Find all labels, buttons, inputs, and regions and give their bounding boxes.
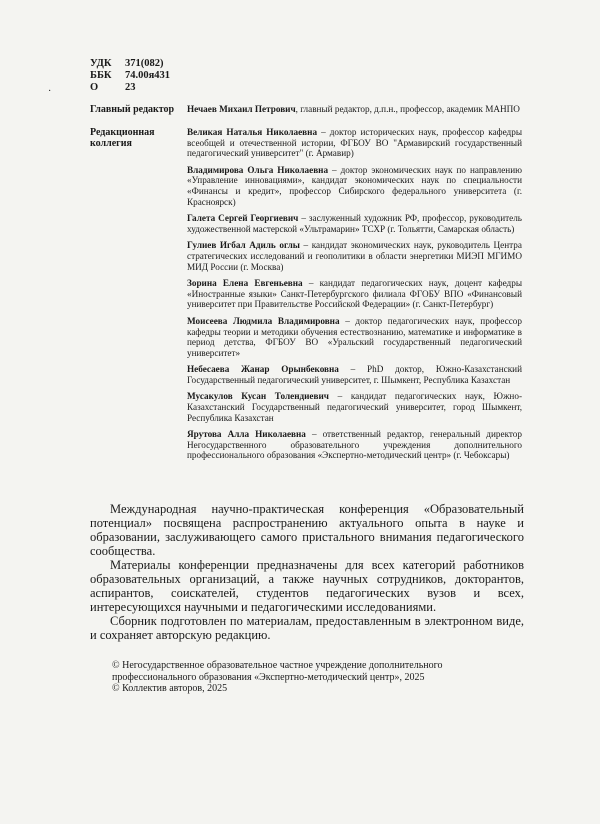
code-value: 23 (125, 82, 136, 93)
member-desc: – доктор исторических наук, профессор кафедры всеобщей и отечественной истории, ФГБОУ ВО "Армавирский государственный педагогический университет" (г. Армавир) (187, 127, 522, 159)
copyright-block (112, 660, 522, 695)
member-name: Небесаева Жанар Орынбековна (187, 364, 339, 375)
copyright-line: © Негосударственное образовательное частное учреждение дополнительного профессионального образования «Экспертно-методический центр», 2025 (112, 660, 443, 683)
member-desc: – доктор экономических наук по направлению «Управление инновациями», кандидат экономических наук по специальности «Финансы и кредит», профессор Сибирского федерального университета (г. Красноярск) (187, 164, 522, 207)
board-member (187, 278, 522, 310)
code-value: 371(082) (125, 58, 164, 69)
member-desc: – кандидат педагогических наук, доцент кафедры «Иностранные языки» Санкт-Петербургского филиала ФГОБУ ВПО «Финансовый университет при Правительстве Российской Федерации» (г. Санкт-Петербург) (187, 278, 522, 310)
member-name: Владимирова Ольга Николаевна (187, 164, 329, 175)
member-desc: – доктор педагогических наук, профессор кафедры теории и методики обучения естествознанию, математике и информатике в период детства, ФГБОУ ВО «Уральский государственный педагогический университет» (187, 315, 522, 358)
chief-editor-desc: , главный редактор, д.п.н., профессор, академик МАНПО (295, 104, 520, 114)
board-member (187, 364, 522, 385)
member-name: Моисеева Людмила Владимировна (187, 315, 340, 326)
member-name: Мусакулов Кусан Толендиевич (187, 391, 329, 402)
abstract (90, 502, 524, 642)
board-member (187, 316, 522, 358)
board-member (187, 391, 522, 423)
code-bbk (90, 70, 170, 82)
member-desc: – заслуженный художник РФ, профессор, руководитель художественной мастерской «Ультрамарин» ТСХР (г. Тольятти, Самарская область) (187, 213, 522, 234)
editorial-board-label: Редакционная коллегия (90, 127, 155, 149)
chief-editor-section (90, 104, 522, 115)
member-desc: – кандидат экономических наук, руководитель Центра стратегических исследований и геополитики в области энергетики МИЭП МГИМО МИД России (г. Москва) (187, 240, 522, 272)
member-desc: – кандидат педагогических наук, Южно-Казахстанский Государственный педагогический университет, город Шымкент, Республика Казахстан (187, 391, 523, 423)
code-key: ББК (90, 70, 112, 81)
board-members-list (187, 127, 522, 467)
abstract-paragraph: Материалы конференции предназначены для всех категорий работников образовательных организаций, а также научных сотрудников, докторантов, аспирантов, соискателей, студентов педагогических вузов и всех, интересующихся научными и педагогическими исследованиями. (90, 558, 524, 614)
copyright-line: © Коллектив авторов, 2025 (112, 683, 228, 694)
chief-editor-label: Главный редактор (90, 104, 175, 115)
chief-editor-entry (187, 104, 522, 115)
member-name: Зорина Елена Евгеньевна (187, 278, 303, 289)
member-name: Галета Сергей Георгиевич (187, 213, 299, 224)
member-name: Великая Наталья Николаевна (187, 127, 318, 137)
editorial-board-section (90, 127, 522, 467)
code-key: УДК (90, 58, 112, 69)
member-name: Ярутова Алла Николаевна (187, 429, 306, 440)
board-member (187, 165, 522, 207)
member-desc: – PhD доктор, Южно-Казахстанский Государственный педагогический университет, г. Шымкент, Республика Казахстан (187, 364, 522, 385)
board-member (187, 429, 522, 461)
board-member (187, 127, 522, 159)
editorial-info (90, 104, 522, 467)
member-name: Гулиев Игбал Адиль оглы (187, 240, 300, 251)
board-member (187, 213, 522, 234)
code-udk (90, 58, 170, 70)
abstract-paragraph: Международная научно-практическая конференция «Образовательный потенциал» посвящена распространению актуального опыта в науке и образовании, заслуживающего самого пристального внимания педагогического сообщества. (90, 502, 524, 558)
abstract-paragraph: Сборник подготовлен по материалам, предоставленным в электронном виде, и сохраняет авторскую редакцию. (90, 614, 524, 642)
member-desc: – ответственный редактор, генеральный директор Негосударственного образовательного учреждения дополнительного профессионального образования «Экспертно-методический центр» (г. Чебоксары) (187, 429, 522, 461)
chief-editor-name: Нечаев Михаил Петрович (187, 104, 296, 114)
margin-mark: · (48, 86, 52, 97)
board-member (187, 240, 522, 272)
code-key: О (90, 82, 99, 93)
classification-codes (90, 58, 170, 94)
code-author-sign (90, 82, 170, 94)
code-value: 74.00я431 (125, 70, 171, 81)
